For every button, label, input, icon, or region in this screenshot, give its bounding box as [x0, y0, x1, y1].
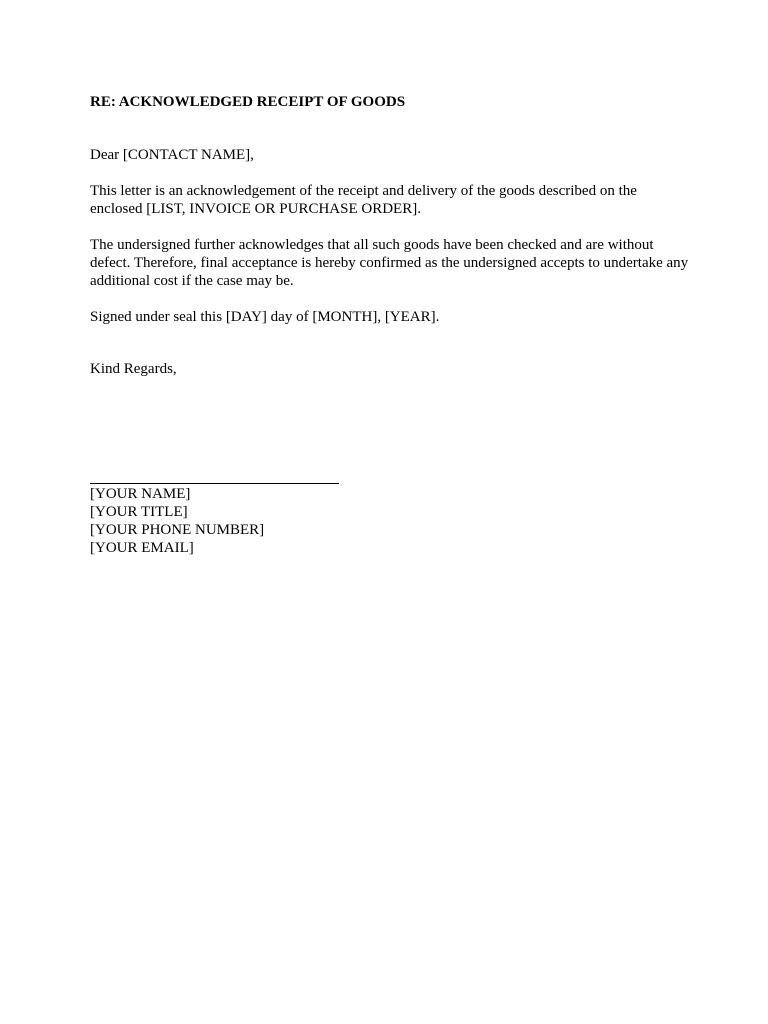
body-paragraph-receipt: This letter is an acknowledgement of the receipt and delivery of the goods described on the enclosed [LIST, INVOICE OR PURCHASE ORDER].: [90, 183, 637, 217]
signature-line: [90, 483, 339, 484]
signer-name: [YOUR NAME]: [90, 486, 191, 502]
signature-block: [90, 485, 690, 557]
letter-subject: RE: ACKNOWLEDGED RECEIPT OF GOODS: [90, 94, 406, 110]
signer-title: [YOUR TITLE]: [90, 504, 188, 520]
signer-phone: [YOUR PHONE NUMBER]: [90, 522, 265, 538]
body-paragraph-acceptance: The undersigned further acknowledges that all such goods have been checked and are without defect. Therefore, final acceptance is hereby confirmed as the undersigned accepts to undertake any additional cost if the case may be.: [90, 237, 689, 289]
letter-closing: Kind Regards,: [90, 361, 177, 377]
signer-email: [YOUR EMAIL]: [90, 540, 194, 556]
body-paragraph-seal: Signed under seal this [DAY] day of [MONTH], [YEAR].: [90, 309, 440, 325]
letter-salutation: Dear [CONTACT NAME],: [90, 147, 254, 163]
